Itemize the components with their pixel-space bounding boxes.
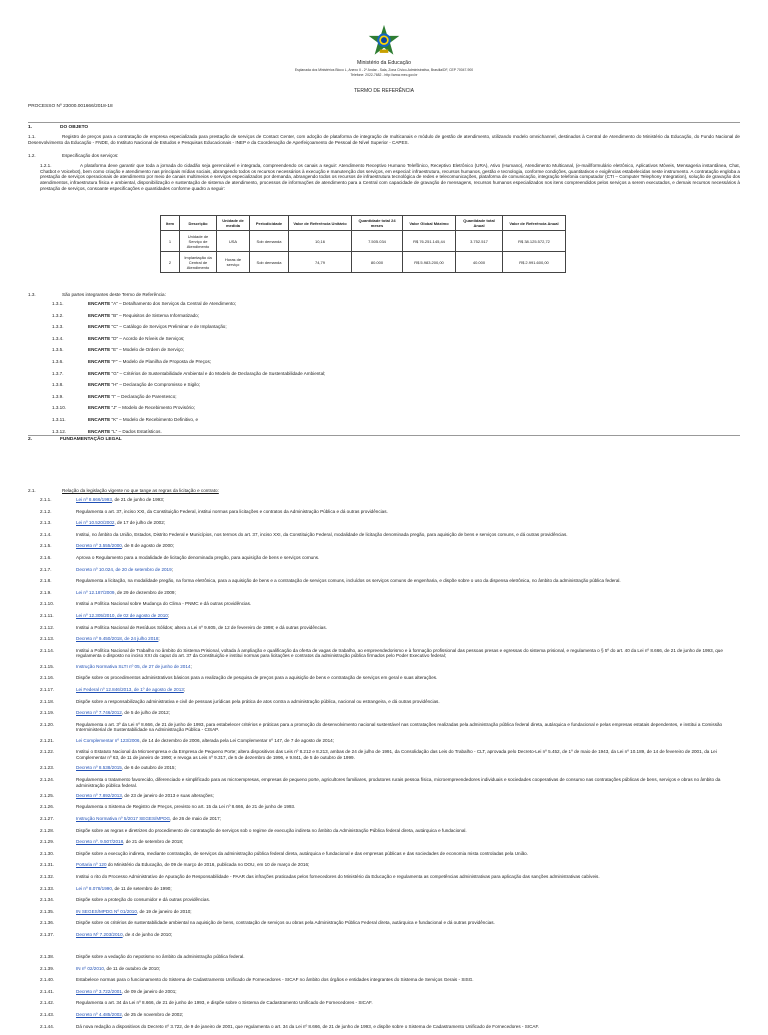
paragraph-1-2-1: 1.2.1. A plataforma deve garantir que toda a jornada do cidadão seja gerenciável e integrada, compreendendo os canais a seguir: Atendimento Receptivo Humano Telefônico, Receptivo Eletrônico (URA), Ativo (Humano), Atendimento Multicanal, (e-mail/formulário eletrônico, Aplicativos Móveis, Mensageria instantânea, Chat, Chatbot e Voicebot), bem como criação e atendimento nas principais mídias sociais, abrangendo todos os recursos necessários à execução e manutenção dos serviços, em especial: infraestrutura, recursos humanos, gestão e tecnologia, conforme condições, quantitativos e exigências estabelecidas neste instrumento. A contratação engloba a prestação de serviços operacionais de atendimento por meio de canais multimeios e serviços especializados por demanda, abrangendo todos os recursos de infraestrutura tecnológica de redes e telecomunicações, plataforma de comunicação, integração telefonia computador (CTI – Computer Telephony Integration), solução de gravação dos atendimentos, infraestrutura física e ambiental, disponibilização e sustentação de sistema de atendimento, processos de informações de atendimento para a Central com capacidade de gravação de mensagens, recursos humanos especializados nos itens compreendidos pelos serviços a serem executados, e demais recursos necessários à prestação de serviços, consoante especificações e quantidades conforme quadro a seguir: <box>40 163 740 191</box>
legislation-link[interactable]: IN nº 02/2010 <box>76 965 104 971</box>
legislation-link[interactable]: Lei nº 10.520/2002 <box>76 520 115 526</box>
item-number: 2.1.20. <box>40 721 55 727</box>
table-header-cell: Unidade de medida <box>217 216 250 231</box>
list-item <box>28 555 740 567</box>
paragraph-2-1: 2.1. Relação da legislação vigente no que tange as regras da licitação e contrato: <box>28 488 219 493</box>
table-row <box>161 252 566 273</box>
list-item <box>28 1000 740 1012</box>
table-cell: 7.505.034 <box>352 231 403 252</box>
table-header-cell: Quantidade total 24 meses <box>352 216 403 231</box>
item-number: 2.1.29. <box>40 839 55 845</box>
item-text: Dá nova redação a dispositivos do Decreto nº 3.722, de 9 de janeiro de 2001, que regulamenta o art. 34 da Lei nº 8.666, de 21 de junho de 1993, e dispõe sobre o Sistema de Cadastramento Unificado de Fornecedores - SICAF. <box>76 1023 540 1029</box>
item-number: 2.1.26. <box>40 804 55 810</box>
item-number: 2.1.9. <box>40 589 52 595</box>
item-text: Institui a Política Nacional de Resíduos Sólidos; altera a Lei nº 9.605, de 12 de fevereiro de 1998; e dá outras providências. <box>76 624 327 630</box>
table-header-cell: Descrição <box>180 216 217 231</box>
item-number: 2.1.2. <box>40 508 52 514</box>
list-item <box>28 520 740 532</box>
list-item <box>28 897 740 909</box>
list-item <box>28 578 740 590</box>
item-number: 2.1.34. <box>40 897 55 903</box>
document-header <box>0 24 768 77</box>
item-number: 2.1.7. <box>40 566 52 572</box>
list-item <box>28 543 740 555</box>
table-cell: R$ 2.991.600,00 <box>503 252 566 273</box>
item-text: , de 4 de junho de 2010; <box>122 932 173 937</box>
item-text: Institui, no âmbito da União, Estados, Distrito Federal e Municípios, nos termos do art. 37, inciso XXI, da Constituição Federal, modalidade de licitação denominada pregão, para aquisição de bens e serviços comuns, e dá outras providências. <box>76 531 568 537</box>
paragraph-1-2: 1.2. Especificação dos serviços: <box>28 153 119 158</box>
item-text: Institui o Estatuto Nacional da Microempresa e da Empresa de Pequeno Porte; altera dispositivos das Leis nº 8.212 e 8.213, ambas de 24 de julho de 1991, da Consolidação das Leis do Trabalho - CLT, aprovada pelo Decreto-Lei nº 5.452, de 1º de maio de 1943, da Lei nº 10.189, de 14 de fevereiro de 2001, da Lei Complementar nº 63, de 11 de janeiro de 1990; e revoga as Leis nº 9.317, de 5 de dezembro de 1996, e 9.841, de 5 de outubro de 1999. <box>76 749 717 761</box>
item-text: , de 21 de junho de 1993; <box>111 497 165 502</box>
legislation-link[interactable]: Decreto nº. 9.507/2018 <box>76 839 124 845</box>
item-text: ENCARTE "B" – Requisitos de Sistema Informatizado; <box>88 312 200 318</box>
item-text: Regulamenta a licitação, na modalidade pregão, na forma eletrônica, para a aquisição de bens e a contratação de serviços comuns, incluídos os serviços comuns de engenharia, e dispõe sobre o uso da dispensa eletrônica, no âmbito da administração pública federal. <box>76 578 621 584</box>
item-text: ENCARTE "G" – Critérios de Sustentabilidade Ambiental e do Modelo de Declaração de Sustentabilidade Ambiental; <box>88 370 326 376</box>
list-item <box>28 601 740 613</box>
legislation-link[interactable]: Decreto nº 10.024, de 20 de setembro de 2019 <box>76 566 172 572</box>
list-item <box>28 828 740 840</box>
item-text: Institui o rito do Processo Administrativo de Apuração de Responsabilidade - PAAR das infrações praticadas pelos fornecedores do Ministério da Educação e regulamenta as competências administrativas para aplicação das sanções administrativas cabíveis. <box>76 874 600 880</box>
item-text: Dispõe sobre os critérios de sustentabilidade ambiental na aquisição de bens, contratação de serviços ou obras pela Administração Pública Federal direta, autárquica e fundacional e dá outras providências. <box>76 920 495 926</box>
list-item <box>28 722 740 738</box>
item-text: Regulamenta o Sistema de Registro de Preços, previsto no art. 15 da Lei nº 8.666, de 21 de junho de 1993. <box>76 804 296 810</box>
table-cell: R$ 38.125.572,72 <box>503 231 566 252</box>
legislation-link[interactable]: Decreto nº 4.485/2002 <box>76 1011 122 1017</box>
legislation-list <box>28 497 740 944</box>
list-item <box>28 313 740 325</box>
item-text: Dispõe sobre as regras e diretrizes do procedimento de contratação de serviços sob o regime de execução indireta no âmbito da Administração Pública federal direta, autárquica e fundacional. <box>76 827 467 833</box>
item-number: 2.1.40. <box>40 977 55 983</box>
legislation-link[interactable]: Lei nº 12.305/2010, de 02 de agosto de 2010 <box>76 612 168 618</box>
item-number: 2.1.11. <box>40 612 54 618</box>
item-number: 2.1.25. <box>40 792 55 798</box>
list-item <box>28 301 740 313</box>
list-item <box>28 920 740 932</box>
item-number: 2.1.18. <box>40 698 55 704</box>
item-text: Dispõe sobre a vedação do nepotismo no âmbito da administração pública federal. <box>76 954 245 959</box>
item-number: 2.1.5. <box>40 543 52 549</box>
list-item <box>28 1024 740 1035</box>
list-item <box>28 687 740 699</box>
item-number: 2.1.1. <box>40 497 52 502</box>
item-text: ENCARTE "H" – Declaração de Compromisso e Sigilo; <box>88 382 201 388</box>
item-number: 2.1.39. <box>40 965 55 971</box>
item-text: , de 5 de julho de 2012; <box>121 710 170 716</box>
item-text: , de 29 de dezembro de 2009; <box>114 589 176 595</box>
item-number: 1.3.8. <box>52 382 64 388</box>
item-number: 2.1.6. <box>40 554 52 560</box>
item-text: ; <box>190 663 192 669</box>
item-number: 2.1.8. <box>40 578 52 584</box>
legislation-link[interactable]: Portaria nº 120 <box>76 862 107 868</box>
item-number: 2.1.37. <box>40 932 55 937</box>
table-cell: Implantação da Central de Atendimento <box>180 252 217 273</box>
table-cell: 1 <box>161 231 180 252</box>
item-text: ENCARTE "C" – Catálogo de Serviços Preliminar e de Implantação; <box>88 324 227 330</box>
item-text: ENCARTE "D" – Acordo de Níveis de Serviços; <box>88 335 185 341</box>
item-text: Regulamenta o tratamento favorecido, diferenciado e simplificado para as microempresas, empresas de pequeno porte, agricultores familiares, produtores rurais pessoa física, microempreendedores individuais e sociedades cooperativas de consumo nas contratações públicas de bens, serviços e obras no âmbito da administração pública federal. <box>76 776 721 788</box>
table-header-cell: Periodicidade <box>250 216 289 231</box>
process-number: PROCESSO Nº 23000.001666/2018-18 <box>28 104 113 109</box>
list-item <box>28 1012 740 1024</box>
item-text: , de 23 de janeiro de 2013 e suas alterações; <box>121 792 214 798</box>
legislation-link[interactable]: Lei nº 8.666/1993 <box>76 497 112 502</box>
item-text: ENCARTE "J" – Modelo de Recebimento Provisório; <box>88 405 195 411</box>
item-text: Aprova o Regulamento para a modalidade de licitação denominada pregão, para aquisição de bens e serviços comuns. <box>76 554 320 560</box>
list-item <box>28 371 740 383</box>
item-text: ENCARTE "K" – Modelo de Recebimento Definitivo, e <box>88 416 199 422</box>
item-text: do Ministério da Educação, de 09 de março de 2016, publicada no DOU, em 10 de março de 2016; <box>106 862 310 868</box>
item-number: 2.1.24. <box>40 776 55 782</box>
section-1-heading: 1. DO OBJETO <box>28 125 89 130</box>
table-cell: USA <box>217 231 250 252</box>
item-text: ; <box>183 686 186 692</box>
item-number: 2.1.28. <box>40 827 55 833</box>
document-title: TERMO DE REFERÊNCIA <box>353 88 414 94</box>
item-number: 2.1.13. <box>40 636 55 642</box>
item-number: 1.3.9. <box>52 393 64 399</box>
coat-of-arms-emblem <box>367 24 401 58</box>
item-text: ENCARTE "I" – Declaração de Parentesco; <box>88 393 177 399</box>
item-text: , de 11 de setembro de 1990; <box>111 885 172 891</box>
list-item <box>28 977 740 989</box>
list-item <box>28 636 740 648</box>
item-number: 1.3.2. <box>52 312 64 318</box>
item-number: 2.1.36. <box>40 920 55 926</box>
item-number: 2.1.43. <box>40 1011 55 1017</box>
item-number: 1.3.1. <box>52 301 64 306</box>
item-text: , de 11 de outubro de 2010; <box>103 965 161 971</box>
item-text: , de 09 de janeiro de 2001; <box>121 988 177 994</box>
item-text: Regulamenta o art. 3º da Lei nº 8.666, de 21 de junho de 1993, para estabelecer critérios e práticas para a promoção do desenvolvimento nacional sustentável nas contratações realizadas pela administração pública federal direta, autárquica e fundacional e pelas empresas estatais dependentes, e institui a Comissão Interministerial de Sustentabilidade na Administração Pública - CISAP. <box>76 721 723 733</box>
table-header-cell: Valor Global Máximo <box>403 216 456 231</box>
legislation-link[interactable]: Instrução Normativa SLTI nº 05, de 27 de junho de 2014 <box>76 663 191 669</box>
encartes-list <box>28 301 740 440</box>
item-number: 2.1.35. <box>40 908 55 914</box>
table-header-cell: Valor de Referência Unitário <box>289 216 352 231</box>
list-item <box>28 932 740 944</box>
list-item <box>28 966 740 978</box>
table-cell: 10,16 <box>289 231 352 252</box>
list-item <box>28 954 740 966</box>
table-cell: 80.000 <box>352 252 403 273</box>
legislation-link[interactable]: Lei nº 8.078/1990 <box>76 885 112 891</box>
item-number: 2.1.38. <box>40 954 55 959</box>
item-text: Dispõe sobre os procedimentos administrativos básicos para a realização de pesquisa de preços para a aquisição de bens e contratação de serviços em geral e suas alterações. <box>76 675 438 681</box>
item-text: ENCARTE "E" – Modelo de Ordem de Serviço; <box>88 347 184 353</box>
table-cell: 2 <box>161 252 180 273</box>
item-number: 2.1.14. <box>40 647 55 653</box>
item-number: 2.1.17. <box>40 686 55 692</box>
table-cell: R$ 5.983.200,00 <box>403 252 456 273</box>
list-item <box>28 497 740 509</box>
item-number: 2.1.19. <box>40 710 55 716</box>
list-item <box>28 765 740 777</box>
item-number: 2.1.21. <box>40 737 55 743</box>
legislation-link[interactable]: Decreto nº 3.555/2000 <box>76 543 122 549</box>
paragraph-1-1: 1.1. Registro de preços para a contratação de empresa especializada para prestação de serviços de Contact Center, com adoção de plataforma de integração de multicanais e módulo de gestão de atendimento, utilizando modelo omnichannel, destinados à Central de Atendimento do Ministério da Educação, do Fundo Nacional de Desenvolvimento da Educação - FNDE, do Instituto Nacional de Estudos e Pesquisas Educacionais - INEP e da Coordenação de Aperfeiçoamento de Pessoal de Nível Superior - CAPES. <box>28 134 740 145</box>
item-number: 2.1.15. <box>40 663 55 669</box>
item-number: 2.1.31. <box>40 862 55 868</box>
item-number: 2.1.42. <box>40 1000 55 1006</box>
ministry-phone: Telefone: 2022-7682 - http://www.mec.gov.br <box>350 72 418 77</box>
legislation-link[interactable]: Decreto nº 8.538/2015 <box>76 765 122 771</box>
table-header-cell: Item <box>161 216 180 231</box>
ministry-name: Ministério da Educação <box>357 60 411 66</box>
item-text: , de 8 de agosto de 2000; <box>121 543 174 549</box>
list-item <box>28 738 740 750</box>
item-text: ; <box>167 612 170 618</box>
item-number: 1.3.7. <box>52 370 64 376</box>
legislation-link[interactable]: Decreto nº 7.746/2012 <box>76 710 122 716</box>
item-text: Dispõe sobre a responsabilização administrativa e civil de pessoas jurídicas pela prática de atos contra a administração pública, nacional ou estrangeira, e dá outras providências. <box>76 698 440 704</box>
item-number: 2.1.32. <box>40 874 55 880</box>
list-item <box>28 909 740 921</box>
table-cell: Sob demanda <box>250 231 289 252</box>
list-item <box>28 405 740 417</box>
list-item <box>28 749 740 765</box>
item-text: Dispõe sobre a execução indireta, mediante contratação, de serviços da administração pública federal direta, autárquica e fundacional e das empresas públicas e das sociedades de economia mista controladas pela União. <box>76 850 528 856</box>
list-item <box>28 710 740 722</box>
table-cell: 74,79 <box>289 252 352 273</box>
item-text: Estabelece normas para o funcionamento do Sistema de Cadastramento Unificado de Fornecedores - SICAF no âmbito dos órgãos e entidades integrantes do Sistema de Serviços Gerais - SISG. <box>76 977 474 983</box>
legislation-link[interactable]: Lei Complementar nº 123/2006 <box>76 737 140 743</box>
item-text: Regulamenta o art. 34 da Lei nº 8.666, de 21 de junho de 1993, e dispõe sobre o Sistema de Cadastramento Unificado de Fornecedores - SICAF. <box>76 1000 373 1006</box>
table-header-cell: Quantidade total Anual <box>456 216 503 231</box>
legislation-link[interactable]: Instrução Normativa nº 5/2017 SEGES/MPDG <box>76 816 171 822</box>
table-cell: Unidade de Serviço de Atendimento <box>180 231 217 252</box>
list-item <box>28 509 740 521</box>
list-item <box>28 394 740 406</box>
item-text: , de 26 de maio de 2017; <box>170 816 221 822</box>
item-text: Regulamenta o art. 37, inciso XXI, da Constituição Federal, institui normas para licitações e contratos da Administração Pública e dá outras providências. <box>76 508 388 514</box>
list-item <box>28 851 740 863</box>
services-table <box>160 215 566 273</box>
list-item <box>28 347 740 359</box>
list-item <box>28 417 740 429</box>
item-text: , de 19 de janeiro de 2010; <box>136 908 192 914</box>
item-text: Institui a Política Nacional de Trabalho no âmbito do Sistema Prisional, voltada à ampliação e qualificação da oferta de vagas de trabalho, ao empreendedorismo e à formação profissional das pessoas presas e egressas do sistema prisional, e regulamenta o § 5º do art. 40 da Lei nº 8.666, de 21 de junho de 1993, que regulamenta o disposto no inciso XXI do caput do art. 37 da Constituição e institui normas para licitações e contratos da administração pública firmados pelo Poder Executivo federal; <box>76 647 723 659</box>
item-text: , de 17 de julho de 2002; <box>114 520 166 526</box>
item-number: 2.1.4. <box>40 531 52 537</box>
list-item <box>28 793 740 805</box>
item-text: , de 25 de novembro de 2002; <box>121 1011 184 1017</box>
item-number: 1.3.10. <box>52 405 67 411</box>
list-item <box>28 613 740 625</box>
item-number: 2.1.10. <box>40 601 55 607</box>
item-number: 1.3.4. <box>52 335 64 341</box>
item-text: ; <box>171 566 173 572</box>
list-item <box>28 777 740 793</box>
list-item <box>28 648 740 664</box>
legislation-link[interactable]: Decreto nº 9.450/2018, de 24 julho 2018 <box>76 636 159 642</box>
item-number: 2.1.33. <box>40 885 55 891</box>
item-number: 2.1.41. <box>40 988 55 994</box>
list-item <box>28 804 740 816</box>
list-item <box>28 590 740 602</box>
list-item <box>28 886 740 898</box>
legislation-link[interactable]: IN SEGES/MPDG Nº 01/2010 <box>76 908 137 914</box>
item-number: 1.3.6. <box>52 358 64 364</box>
item-number: 1.3.5. <box>52 347 64 353</box>
legislation-link[interactable]: Decreto nº 3.722/2001 <box>76 988 122 994</box>
legislation-link[interactable]: Lei nº 12.187/2009 <box>76 589 115 595</box>
item-number: 2.1.16. <box>40 675 55 681</box>
item-number: 2.1.12. <box>40 624 55 630</box>
list-item <box>28 336 740 348</box>
table-cell: Horas de serviço <box>217 252 250 273</box>
item-text: , de 14 de dezembro de 2006, alterada pela Lei Complementar nº 147, de 7 de agosto de 2014; <box>139 737 334 743</box>
item-text: , de 21 de setembro de 2018; <box>123 839 184 845</box>
list-item <box>28 359 740 371</box>
table-cell: R$ 76.251.145,44 <box>403 231 456 252</box>
legislation-link[interactable]: Decreto Nº 7.203/2010 <box>76 932 123 937</box>
table-row <box>161 231 566 252</box>
item-text: ; <box>158 636 160 642</box>
item-number: 2.1.27. <box>40 816 55 822</box>
item-text: ENCARTE "F" – Modelo de Planilha de Proposta de Preços; <box>88 358 212 364</box>
item-number: 2.1.3. <box>40 520 52 526</box>
list-item <box>28 625 740 637</box>
item-number: 2.1.23. <box>40 765 55 771</box>
item-text: Institui a Política Nacional sobre Mudança do Clima - PNMC e dá outras providências. <box>76 601 252 607</box>
item-number: 1.3.12. <box>52 428 67 434</box>
legislation-list-continued <box>28 954 740 1035</box>
item-text: ENCARTE "A" – Detalhamento dos Serviços da Central de Atendimento; <box>88 301 237 306</box>
item-number: 1.3.3. <box>52 324 64 330</box>
list-item <box>28 816 740 828</box>
item-number: 2.1.44. <box>40 1023 55 1029</box>
ministry-address: Esplanada dos Ministérios Bloco L, Anexo II - 2º Andar - Sala, Zona Cívico-Administrativa, Brasília/DF, CEP 70047-900 <box>294 67 474 72</box>
list-item <box>28 382 740 394</box>
item-text: , de 6 de outubro de 2015; <box>121 765 176 771</box>
list-item <box>28 675 740 687</box>
list-item <box>28 532 740 544</box>
list-item <box>28 324 740 336</box>
paragraph-1-3: 1.3. São partes integrantes deste Termo de Referência: <box>28 292 166 297</box>
list-item <box>28 989 740 1001</box>
table-cell: 3.752.517 <box>456 231 503 252</box>
item-text: ENCARTE "L" – Dados Estatísticos. <box>88 428 162 434</box>
legislation-link[interactable]: Decreto nº 7.892/2013 <box>76 792 122 798</box>
section-divider <box>28 122 740 123</box>
item-number: 1.3.11. <box>52 416 66 422</box>
legislation-link[interactable]: Lei Federal nº 12.846/2013, de 1º de agosto de 2013 <box>76 686 184 692</box>
list-item <box>28 699 740 711</box>
table-header-cell: Valor de Referência Anual <box>503 216 566 231</box>
list-item <box>28 839 740 851</box>
section-2-heading: 2. FUNDAMENTAÇÃO LEGAL <box>28 437 122 442</box>
item-number: 2.1.22. <box>40 749 55 755</box>
section-divider <box>28 435 740 436</box>
table-cell: 40.000 <box>456 252 503 273</box>
list-item <box>28 567 740 579</box>
list-item <box>28 862 740 874</box>
item-number: 2.1.30. <box>40 850 55 856</box>
table-cell: Sob demanda <box>250 252 289 273</box>
item-text: Dispõe sobre a proteção do consumidor e dá outras providências. <box>76 897 211 903</box>
list-item <box>28 664 740 676</box>
list-item <box>28 874 740 886</box>
